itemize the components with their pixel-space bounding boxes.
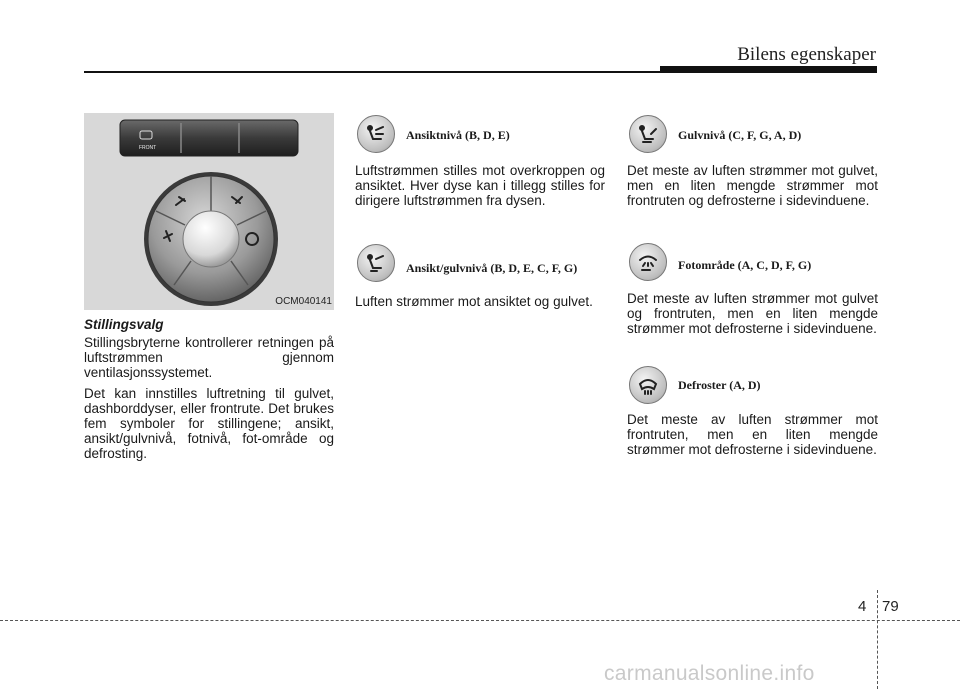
mode-text: Det meste av luften strømmer mot gulvet og frontruten, men en liten mengde strømmer mot defrosterne i sidevinduene. bbox=[627, 291, 878, 336]
mode-selector-illustration bbox=[84, 113, 334, 310]
mode-description bbox=[627, 291, 878, 336]
footer-rule bbox=[0, 620, 960, 621]
mode-description bbox=[627, 412, 878, 457]
header-rule-accent bbox=[660, 66, 877, 73]
page-number: 79 bbox=[882, 598, 899, 615]
chapter-number: 4 bbox=[858, 598, 867, 615]
paragraph: Stillingsbryterne kontrollerer retningen på luftstrømmen gjennom ventilasjonssystemet. bbox=[84, 335, 334, 380]
figure-code: OCM040141 bbox=[275, 296, 332, 307]
mode-title: Ansikt/gulvnivå (B, D, E, C, F, G) bbox=[406, 261, 578, 275]
mode-title: Defroster (A, D) bbox=[678, 378, 761, 392]
mode-text: Luften strømmer mot ansiktet og gulvet. bbox=[355, 294, 593, 309]
subsection-heading: Stillingsvalg bbox=[84, 317, 164, 332]
left-column bbox=[84, 317, 334, 467]
climate-control-figure bbox=[84, 113, 334, 310]
mode-text: Det meste av luften strømmer mot frontruten, men en liten mengde strømmer mot defrosterne i sidevinduene. bbox=[627, 412, 878, 457]
front-defrost-label: FRONT bbox=[139, 145, 157, 151]
section-title: Bilens egenskaper bbox=[737, 44, 876, 65]
mode-title: Ansiktnivå (B, D, E) bbox=[406, 128, 510, 142]
defrost-icon bbox=[629, 366, 667, 404]
watermark: carmanualsonline.info bbox=[604, 662, 815, 685]
face-floor-vent-icon bbox=[357, 244, 395, 282]
paragraph: Det kan innstilles luftretning til gulvet, dashborddyser, eller frontrute. Det brukes fem symboler for stillingene; ansikt, ansikt/gulvnivå, fotnivå, fot-område og defrosting. bbox=[84, 386, 334, 461]
face-vent-icon bbox=[357, 115, 395, 153]
header-rule bbox=[84, 71, 660, 73]
mode-title: Gulvnivå (C, F, G, A, D) bbox=[678, 128, 802, 142]
floor-defrost-icon bbox=[629, 243, 667, 281]
footer-divider bbox=[877, 590, 878, 689]
mode-description bbox=[627, 163, 878, 208]
mode-text: Luftstrømmen stilles mot overkroppen og ansiktet. Hver dyse kan i tillegg stilles for dirigere luftstrømmen fra dysen. bbox=[355, 163, 605, 208]
mode-title: Fotområde (A, C, D, F, G) bbox=[678, 258, 812, 272]
mode-description bbox=[355, 294, 605, 309]
mode-description bbox=[355, 163, 605, 208]
mode-text: Det meste av luften strømmer mot gulvet, men en liten mengde strømmer mot frontruten og defrosterne i sidevinduene. bbox=[627, 163, 878, 208]
floor-vent-icon bbox=[629, 115, 667, 153]
